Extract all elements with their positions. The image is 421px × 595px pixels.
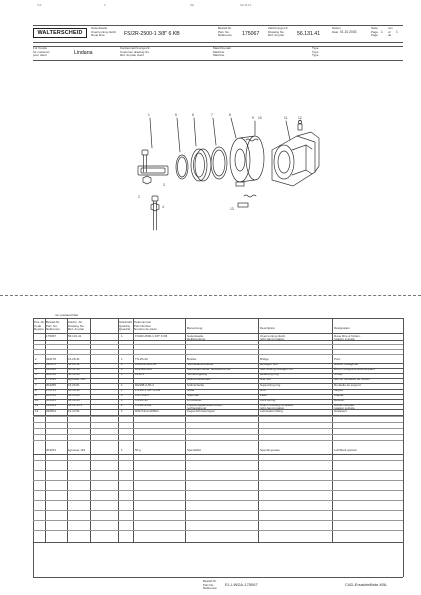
cell-stk: 2 bbox=[121, 398, 123, 402]
empty-row-rule bbox=[33, 500, 403, 501]
cell-stk: 2 bbox=[121, 367, 123, 371]
cell-bestell: 326872 bbox=[46, 409, 57, 413]
cell-desig: Rondelle de support bbox=[334, 383, 361, 387]
cell-zeich: 50.08.11 bbox=[68, 362, 80, 366]
cell-pos: 8 bbox=[35, 388, 37, 392]
footer-part-number: EL-LINDA-175067 bbox=[225, 582, 258, 587]
footer-label-fr: Référence bbox=[203, 586, 217, 590]
date-value: 01.10.2003 bbox=[340, 30, 357, 34]
callout-1: 1 bbox=[148, 113, 150, 117]
sheet-divider bbox=[0, 295, 421, 296]
cell-zeich: 50.12.33 bbox=[68, 367, 80, 371]
cell-desig: Moyeu bbox=[334, 388, 344, 392]
cell-stk: 1 bbox=[121, 372, 123, 376]
cell-ben: Gelenkwelle bbox=[187, 334, 204, 338]
cell-bestell: 301750 bbox=[46, 393, 57, 397]
cell-ben: Sechskantschraube bbox=[187, 362, 214, 366]
cell-desc: Lubrication fitting bbox=[260, 409, 283, 413]
page-label-de: Seite bbox=[371, 26, 378, 30]
cell-pos: 9 bbox=[35, 393, 37, 397]
cell-stk: 2 bbox=[121, 362, 123, 366]
cell-teil: FS-7-B1-5 bbox=[135, 393, 149, 397]
cell-stk: 1 bbox=[121, 409, 123, 413]
bestell-label-fr: Référence bbox=[218, 33, 232, 37]
cell-bestell: 320178 bbox=[46, 357, 57, 361]
cell-desc: Self-locking hexagon nut bbox=[260, 367, 293, 371]
empty-row-rule bbox=[33, 490, 403, 491]
callout-12: 12 bbox=[298, 116, 302, 120]
typ-label-en: Type bbox=[312, 49, 319, 54]
top-mark-mid-left: F bbox=[104, 3, 106, 7]
cell-bestell: 173591 bbox=[46, 377, 57, 381]
cell-teil: FS/2R-2500-1 3/8" 6 KB bbox=[135, 334, 168, 338]
cell-stk: 1 bbox=[121, 357, 123, 361]
cell-zeich: 56.19.42 bbox=[68, 388, 80, 392]
row-rule bbox=[33, 389, 403, 390]
kunde-label-de: Für Kunde bbox=[33, 46, 48, 50]
cell-pos: 4 bbox=[35, 367, 37, 371]
desc-label-fr: Roue libre bbox=[91, 33, 105, 37]
cell-ben: Sperrkeil bbox=[187, 393, 199, 397]
footer-document-name: CAD-Ersatzteilliste-KBL bbox=[345, 582, 388, 587]
cell-desig: Graisseur bbox=[334, 409, 348, 413]
date-label-en: Date bbox=[332, 30, 339, 34]
cell-desc: Supporting ring bbox=[260, 383, 281, 387]
footer-label-de: Bestell-Nr. bbox=[203, 579, 217, 583]
cell-ben2: Reibkupplung bbox=[187, 337, 206, 342]
cell-desc2: right-hand rotation bbox=[260, 406, 285, 411]
typ-label-fr: Type bbox=[312, 53, 319, 57]
cell-ben: Sechskantmutter, selbstsichernd bbox=[187, 367, 231, 371]
cell-teil: 6.6/22-40 bbox=[135, 398, 148, 402]
kunde-label-en: for customer bbox=[33, 49, 50, 54]
brand-logo: WALTERSCHEID bbox=[33, 28, 87, 38]
cell-desc: Clutch housing complete, bbox=[260, 403, 294, 407]
callout-8: 8 bbox=[229, 113, 231, 117]
cell-bestell: 304251 bbox=[46, 448, 57, 452]
cell-desig: Boulon hexagonal bbox=[334, 362, 359, 366]
kundenzeich-label-de: Kundenzeichnungs-Nr. bbox=[120, 46, 151, 50]
cell-stk: 1 bbox=[121, 388, 123, 392]
cell-ben: Reibscheibensatz bbox=[187, 377, 211, 381]
product-name: FS/2R-2500-1 3/8" 6 KB bbox=[124, 31, 180, 37]
empty-row-rule bbox=[33, 354, 403, 355]
cell-pos: 10 bbox=[35, 398, 39, 402]
cell-stk: 1 bbox=[121, 393, 123, 397]
cell-teil: 1312-1 bbox=[135, 372, 145, 376]
cell-bestell: 303465 bbox=[46, 398, 57, 402]
cell-zeich: 58.49.40 bbox=[68, 398, 80, 402]
footer-label-en: Part No. bbox=[203, 582, 215, 587]
empty-row-rule bbox=[33, 422, 403, 423]
top-mark-mid: DE bbox=[190, 3, 195, 7]
cell-teil: DIN71412-AM8x1 bbox=[135, 409, 159, 413]
cell-desig: Roue libre à friction, bbox=[334, 334, 361, 338]
empty-row-rule bbox=[33, 530, 403, 531]
cell-zeich: 56.15.02 bbox=[68, 393, 80, 397]
of-label-fr: de bbox=[388, 33, 392, 37]
date-label-de: Datum bbox=[332, 26, 341, 30]
cell-teil: TS-2S-20 bbox=[135, 357, 148, 361]
header-bestell-fr: Référence bbox=[46, 327, 60, 331]
cell-ben2: rechtsdrehend bbox=[187, 406, 207, 411]
row-rule bbox=[33, 394, 403, 395]
cell-teil: FS-2R-2500 bbox=[135, 403, 152, 407]
cell-desc: Retaining ring bbox=[260, 372, 279, 376]
empty-row-rule bbox=[33, 349, 403, 350]
empty-row-rule bbox=[33, 460, 403, 461]
customer-name: Lindana bbox=[74, 50, 93, 56]
header-group-label: nur austauschbar bbox=[55, 313, 79, 317]
maschine-label-en: Machine bbox=[213, 49, 225, 54]
cell-zeich: 15.26.81 bbox=[68, 383, 80, 387]
cell-zeich: 56.131.41 bbox=[68, 334, 82, 338]
empty-row-rule bbox=[33, 344, 403, 345]
header-designation: Désignation bbox=[334, 326, 350, 330]
zeich-label-en: Drawing No. bbox=[268, 29, 285, 34]
page-label-fr: Page bbox=[371, 33, 379, 37]
callout-7: 7 bbox=[211, 113, 213, 117]
cell-desc: Bridge bbox=[260, 357, 269, 361]
cell-ben: Nabe bbox=[187, 388, 195, 392]
cell-bestell: 168403 bbox=[46, 403, 57, 407]
page-value: 1 bbox=[381, 30, 383, 34]
cell-pos: 3 bbox=[35, 362, 37, 366]
cell-ben: Spezialfett bbox=[187, 448, 202, 452]
cell-bestell: 302700 bbox=[46, 372, 57, 376]
header-stk-de: Stückzahl bbox=[119, 320, 133, 324]
bestell-label-en: Part. No. bbox=[218, 29, 230, 34]
cell-desig: Jeu de rondelles de friction bbox=[334, 377, 370, 381]
cell-ben: Stützscheibe bbox=[187, 383, 205, 387]
empty-row-rule bbox=[33, 520, 403, 521]
cell-teil: DIN985-M12 bbox=[135, 367, 153, 371]
cell-desig: Circlip bbox=[334, 372, 343, 376]
cell-ben: Brücke bbox=[187, 357, 197, 361]
callout-5: 5 bbox=[175, 113, 177, 117]
header-pos-en: Code bbox=[34, 323, 42, 328]
cell-desig: Cliquet bbox=[334, 393, 344, 397]
empty-row-rule bbox=[33, 434, 403, 435]
cell-desig: Écrou hexagonal autobloquant bbox=[334, 367, 375, 371]
of-value: 1 bbox=[396, 30, 398, 34]
desc-label-en: Overrunning clutch bbox=[91, 29, 117, 34]
cell-pos: 6 bbox=[35, 377, 37, 381]
header-pos-fr: Repère bbox=[34, 327, 44, 331]
of-label-de: von bbox=[388, 26, 393, 30]
cell-teil: FS-2R-1 3/8"-6-KB bbox=[135, 388, 161, 392]
cell-zeich: 16.28.31 bbox=[68, 357, 80, 361]
zeich-label-fr: Réf. du plan bbox=[268, 33, 285, 37]
cell-bestell: 320486 bbox=[46, 367, 57, 371]
header-stk-fr: Quantité bbox=[119, 327, 131, 331]
header-zeich-fr: Réf. du plan bbox=[68, 327, 85, 331]
top-mark-left: S/F bbox=[37, 3, 42, 7]
cell-zeich: kgrosser 119 bbox=[68, 448, 86, 452]
cell-bestell: 175067 bbox=[46, 334, 57, 338]
row-rule bbox=[33, 454, 403, 455]
cell-desig: Lubrifiant spécial bbox=[334, 448, 357, 452]
cell-pos: 11 bbox=[35, 403, 39, 407]
kundenzeich-label-fr: Réf. du plan client bbox=[120, 53, 145, 57]
cell-pos: 2 bbox=[35, 357, 37, 361]
empty-row-rule bbox=[33, 416, 403, 417]
cell-desc: Disc set bbox=[260, 377, 271, 381]
callout-9: 9 bbox=[252, 116, 254, 120]
cell-pos: 12 bbox=[35, 409, 39, 413]
header-description: Description bbox=[260, 326, 276, 330]
cell-desc: Hub bbox=[260, 388, 266, 392]
top-mark-right: KE-B-F1 bbox=[240, 3, 252, 7]
empty-row-rule bbox=[33, 470, 403, 471]
cell-ben: Sicherungsring bbox=[187, 372, 208, 376]
cell-ben: Kegel-Schmiernippel bbox=[187, 409, 215, 413]
cell-desc: Hexagon bolt bbox=[260, 362, 278, 366]
cell-bestell: 304255 bbox=[46, 383, 57, 387]
kunde-label-fr: pour client bbox=[33, 53, 47, 57]
maschine-label-de: Maschinenart bbox=[213, 46, 232, 50]
header-zeich-de: Zeichn.-Nr. bbox=[68, 320, 83, 324]
cell-teil: DIN931-M12-85 bbox=[135, 362, 157, 366]
page-label-en: Page bbox=[371, 29, 379, 34]
cell-ben: Druckfeder bbox=[187, 398, 202, 402]
kundenzeich-label-en: Customer drawing No. bbox=[120, 49, 150, 54]
cell-desig2: rotation à droite bbox=[334, 406, 355, 411]
cell-desc2: right-hand rotation bbox=[260, 337, 285, 342]
empty-row-rule bbox=[33, 510, 403, 511]
callout-13: 13 bbox=[230, 207, 234, 211]
cell-stk: 1 bbox=[121, 334, 123, 338]
desc-label-de: Gelenkwelle bbox=[91, 26, 108, 30]
typ-label-de: Type bbox=[312, 46, 319, 50]
maschine-label-fr: Machine bbox=[213, 53, 225, 57]
cell-bestell: 320471 bbox=[46, 362, 57, 366]
callout-6: 6 bbox=[192, 113, 194, 117]
cell-ben: Kupplungsgehäuse kompl., bbox=[187, 403, 224, 407]
drawing-number: 56.131.41 bbox=[297, 31, 321, 37]
row-rule bbox=[33, 373, 403, 374]
cell-teil: DH998-0-50-2 bbox=[135, 383, 155, 387]
row-rule bbox=[33, 399, 403, 400]
cell-stk: 1 bbox=[121, 383, 123, 387]
cell-desig: Ressort bbox=[334, 398, 345, 402]
cell-bestell: 176731 bbox=[46, 388, 57, 392]
callout-3: 3 bbox=[163, 183, 165, 187]
cell-pos: 5 bbox=[35, 372, 37, 376]
empty-row-rule bbox=[33, 480, 403, 481]
cell-desig: Boîtier complet, bbox=[334, 403, 355, 407]
cell-pos: 7 bbox=[35, 383, 37, 387]
callout-2: 2 bbox=[138, 195, 140, 199]
cell-desig: Pont bbox=[334, 357, 341, 361]
empty-row-rule bbox=[33, 428, 403, 429]
cell-stk: 1 bbox=[121, 448, 123, 452]
cell-zeich: 56.13.03 bbox=[68, 372, 80, 376]
header-teil-de: Teilenummer bbox=[134, 320, 152, 324]
header-teil-fr: Numéro de pièce bbox=[134, 327, 157, 331]
cell-zeich: kgrosser 150 bbox=[68, 377, 86, 381]
cell-desc: Special grease bbox=[260, 448, 280, 452]
cell-desc: Pawl bbox=[260, 393, 267, 397]
cell-desc: Lock spring bbox=[260, 398, 276, 402]
cell-zeich: 36.31.35.1 bbox=[68, 403, 83, 407]
cell-desig2: rotation à droite bbox=[334, 337, 355, 342]
header-teil-en: Part Number bbox=[134, 323, 152, 328]
cell-teil: 50 g bbox=[135, 448, 141, 452]
of-label-en: of bbox=[388, 29, 391, 34]
callout-11: 11 bbox=[284, 116, 288, 120]
empty-row-rule bbox=[33, 440, 403, 441]
header-benennung: Benennung bbox=[187, 326, 203, 330]
zeich-label-de: Zeichnungs-Nr. bbox=[268, 26, 289, 30]
cell-desc: Overrunning clutch, bbox=[260, 334, 287, 338]
order-number: 175067 bbox=[242, 31, 260, 37]
callout-10: 10 bbox=[258, 116, 262, 120]
header-pos-de: Pos.-Nr. bbox=[34, 320, 45, 324]
cell-zeich: 13.12.51 bbox=[68, 409, 80, 413]
header-bestell-en: Part. No. bbox=[46, 323, 58, 328]
header-zeich-en: Drawing No. bbox=[68, 323, 85, 328]
callout-4: 4 bbox=[162, 205, 164, 209]
header-bestell-de: Bestell-Nr. bbox=[46, 320, 60, 324]
cell-stk: 1 bbox=[121, 403, 123, 407]
header-stk-en: Quantity bbox=[119, 323, 131, 328]
bestell-label-de: Bestell-Nr. bbox=[218, 26, 232, 30]
